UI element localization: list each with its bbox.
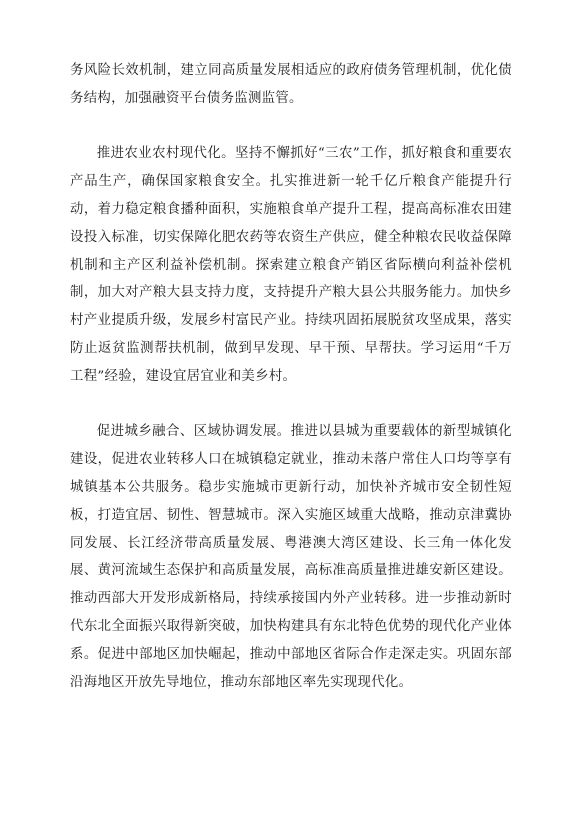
document-body bbox=[70, 57, 512, 696]
paragraph-debt-management: 务风险长效机制，建立同高质量发展相适应的政府债务管理机制，优化债务结构，加强融资平台债务监测监管。 bbox=[70, 63, 512, 106]
paragraph-agriculture-modernization: 推进农业农村现代化。坚持不懈抓好“三农”工作，抓好粮食和重要农产品生产，确保国家粮食安全。扎实推进新一轮千亿斤粮食产能提升行动，着力稳定粮食播种面积，实施粮食单产提升工程，提高高标准农田建设投入标准，切实保障化肥农药等农资生产供应，健全种粮农民收益保障机制和主产区利益补偿机制。探索建立粮食产销区省际横向利益补偿机制，加大对产粮大县支持力度，支持提升产粮大县公共服务能力。加快乡村产业提质升级，发展乡村富民产业。持续巩固拓展脱贫攻坚成果，落实防止返贫监测帮扶机制，做到早发现、早干预、早帮扶。学习运用“千万工程”经验，建设宜居宜业和美乡村。 bbox=[70, 146, 512, 384]
paragraph-spacer bbox=[70, 113, 512, 141]
paragraph-urban-rural-integration: 促进城乡融合、区域协调发展。推进以县城为重要载体的新型城镇化建设，促进农业转移人口在城镇稳定就业，推动未落户常住人口均等享有城镇基本公共服务。稳步实施城市更新行动，加快补齐城市安全韧性短板，打造宜居、韧性、智慧城市。深入实施区域重大战略，推动京津冀协同发展、长江经济带高质量发展、粤港澳大湾区建设、长三角一体化发展、黄河流域生态保护和高质量发展，高标准高质量推进雄安新区建设。推动西部大开发形成新格局，持续承接国内外产业转移。进一步推动新时代东北全面振兴取得新突破，加快构建具有东北特色优势的现代化产业体系。促进中部地区加快崛起，推动中部地区省际合作走深走实。巩固东部沿海地区开放先导地位，推动东部地区率先实现现代化。 bbox=[70, 424, 512, 690]
paragraph-spacer bbox=[70, 391, 512, 419]
